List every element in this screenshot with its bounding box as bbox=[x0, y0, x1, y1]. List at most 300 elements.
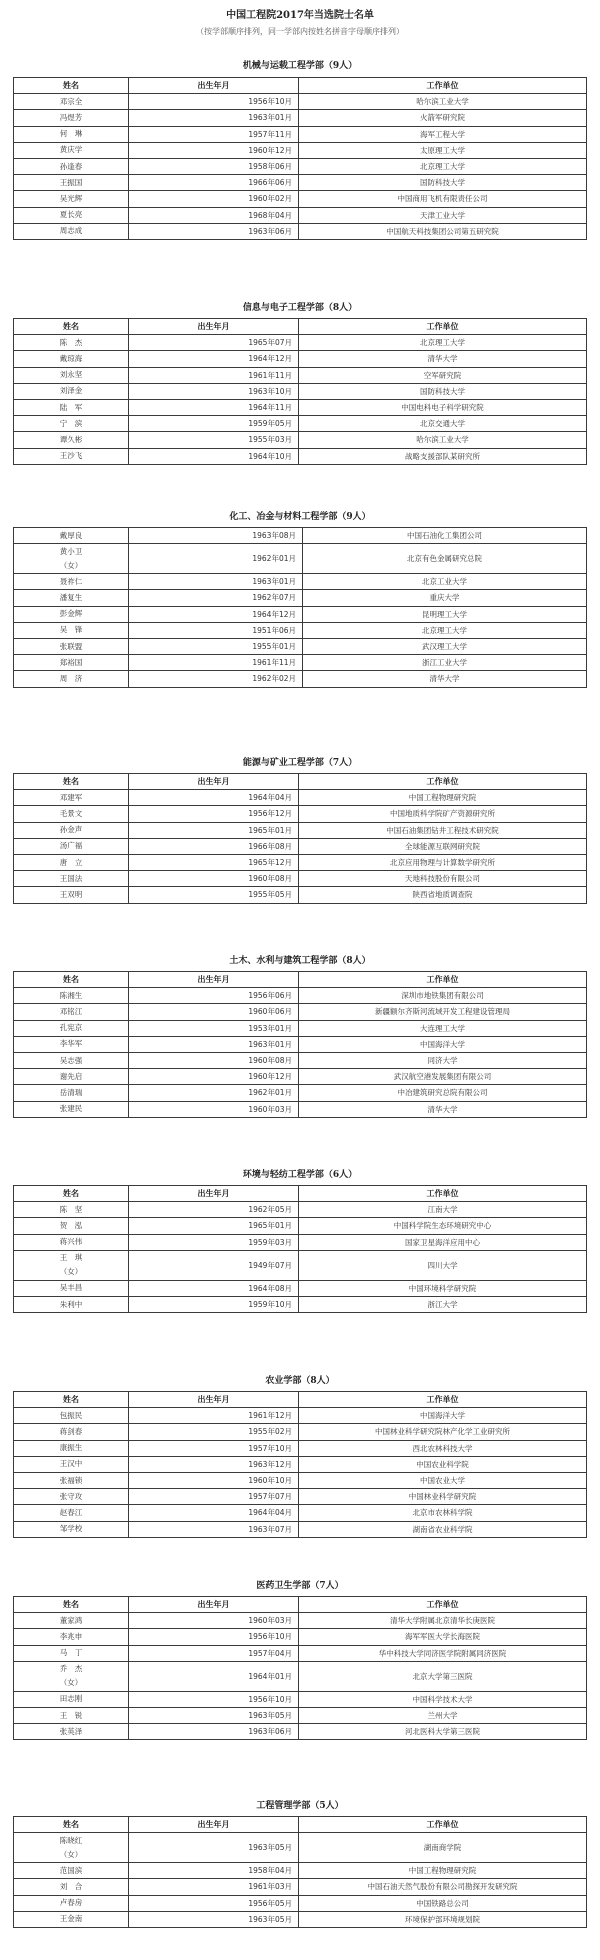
name-text: 谭久彬 bbox=[59, 434, 83, 444]
birth-cell: 1965年07月 bbox=[129, 335, 299, 351]
table-row bbox=[14, 671, 587, 687]
header-unit: 工作单位 bbox=[299, 1597, 587, 1613]
table-row bbox=[14, 351, 587, 367]
table-row bbox=[14, 790, 587, 806]
birth-cell: 1964年04月 bbox=[129, 790, 299, 806]
header-birth: 出生年月 bbox=[129, 1817, 299, 1833]
birth-cell: 1964年01月 bbox=[129, 1661, 299, 1691]
unit-cell: 中国电科电子科学研究院 bbox=[299, 399, 587, 415]
birth-cell: 1956年10月 bbox=[129, 1629, 299, 1645]
page-subtitle: （按学部顺序排列，同一学部内按姓名拼音字母顺序排列） bbox=[196, 27, 404, 36]
name-text: 王金南 bbox=[59, 1914, 83, 1924]
table-row bbox=[14, 1879, 587, 1895]
birth-cell: 1955年01月 bbox=[129, 638, 303, 654]
unit-cell: 海军工程大学 bbox=[299, 126, 587, 142]
name-cell bbox=[14, 590, 129, 606]
table-row bbox=[14, 1724, 587, 1740]
birth-cell: 1961年12月 bbox=[129, 1408, 299, 1424]
table-row bbox=[14, 383, 587, 399]
unit-cell: 中国海洋大学 bbox=[299, 1408, 587, 1424]
birth-cell: 1962年07月 bbox=[129, 590, 303, 606]
table-row bbox=[14, 887, 587, 903]
unit-cell: 江南大学 bbox=[299, 1202, 587, 1218]
name-text: 陆 军 bbox=[59, 402, 83, 412]
name-text: 康振生 bbox=[59, 1443, 83, 1453]
name-text: 邓宗全 bbox=[59, 96, 83, 106]
name-cell bbox=[14, 94, 129, 110]
unit-cell: 北京大学第三医院 bbox=[299, 1661, 587, 1691]
unit-cell: 中国石油天然气股份有限公司勘探开发研究院 bbox=[299, 1879, 587, 1895]
name-cell bbox=[14, 655, 129, 671]
name-text: 范国滨 bbox=[59, 1865, 83, 1875]
header-birth: 出生年月 bbox=[129, 774, 299, 790]
table-row bbox=[14, 207, 587, 223]
unit-cell: 北京理工大学 bbox=[303, 622, 587, 638]
name-cell bbox=[14, 1234, 129, 1250]
birth-cell: 1968年04月 bbox=[129, 207, 299, 223]
header-name: 姓名 bbox=[14, 1392, 129, 1408]
section-table bbox=[13, 77, 587, 240]
unit-cell: 清华大学 bbox=[299, 351, 587, 367]
birth-cell: 1960年03月 bbox=[129, 1613, 299, 1629]
table-row bbox=[14, 1296, 587, 1312]
birth-cell: 1962年02月 bbox=[129, 671, 303, 687]
birth-cell: 1960年02月 bbox=[129, 191, 299, 207]
birth-cell: 1962年05月 bbox=[129, 1202, 299, 1218]
section-table bbox=[13, 1391, 587, 1538]
header-unit: 工作单位 bbox=[299, 972, 587, 988]
birth-cell: 1963年01月 bbox=[129, 574, 303, 590]
table-row bbox=[14, 1440, 587, 1456]
birth-cell: 1964年12月 bbox=[129, 351, 299, 367]
table-row bbox=[14, 1424, 587, 1440]
name-cell bbox=[14, 175, 129, 191]
table-row bbox=[14, 175, 587, 191]
header-name: 姓名 bbox=[14, 774, 129, 790]
unit-cell: 中国铁路总公司 bbox=[299, 1895, 587, 1911]
birth-cell: 1965年12月 bbox=[129, 854, 299, 870]
table-row bbox=[14, 448, 587, 464]
section-title: 机械与运载工程学部（9人） bbox=[242, 61, 358, 71]
birth-cell: 1960年12月 bbox=[129, 142, 299, 158]
name-text: 王双明 bbox=[59, 889, 83, 899]
header-birth: 出生年月 bbox=[129, 1186, 299, 1202]
unit-cell: 武汉航空港发展集团有限公司 bbox=[299, 1069, 587, 1085]
name-text: 田志刚 bbox=[59, 1694, 83, 1704]
table-row bbox=[14, 1895, 587, 1911]
unit-cell: 中国航天科技集团公司第五研究院 bbox=[299, 223, 587, 239]
unit-cell: 中国石油化工集团公司 bbox=[303, 528, 587, 544]
table-row bbox=[14, 126, 587, 142]
unit-cell: 火箭军研究院 bbox=[299, 110, 587, 126]
table-row bbox=[14, 606, 587, 622]
name-text: 李兆申 bbox=[59, 1631, 83, 1641]
table-row bbox=[14, 1629, 587, 1645]
unit-cell: 中国商用飞机有限责任公司 bbox=[299, 191, 587, 207]
table-row bbox=[14, 1408, 587, 1424]
birth-cell: 1964年08月 bbox=[129, 1280, 299, 1296]
name-text: 朱利中 bbox=[59, 1299, 83, 1309]
table-row bbox=[14, 1085, 587, 1101]
name-cell bbox=[14, 1408, 129, 1424]
name-text: 岳清瑞 bbox=[59, 1087, 83, 1097]
name-cell bbox=[14, 1505, 129, 1521]
name-cell bbox=[14, 988, 129, 1004]
page-title: 中国工程院2017年当选院士名单 bbox=[226, 10, 374, 21]
section-table bbox=[13, 773, 587, 904]
unit-cell: 中冶建筑研究总院有限公司 bbox=[299, 1085, 587, 1101]
name-cell bbox=[14, 1489, 129, 1505]
table-row bbox=[14, 223, 587, 239]
name-cell bbox=[14, 1472, 129, 1488]
unit-cell: 中国石油集团钻井工程技术研究院 bbox=[299, 822, 587, 838]
birth-cell: 1958年06月 bbox=[129, 158, 299, 174]
table-row bbox=[14, 432, 587, 448]
name-cell bbox=[14, 638, 129, 654]
birth-cell: 1949年07月 bbox=[129, 1250, 299, 1280]
birth-cell: 1963年10月 bbox=[129, 383, 299, 399]
name-text: 陈 坚 bbox=[59, 1204, 83, 1214]
name-text: 张联盟 bbox=[59, 641, 83, 651]
table-row bbox=[14, 1911, 587, 1927]
unit-cell: 空军研究院 bbox=[299, 367, 587, 383]
birth-cell: 1963年12月 bbox=[129, 1456, 299, 1472]
table-row bbox=[14, 1101, 587, 1117]
name-text: 贺 泓 bbox=[59, 1220, 83, 1230]
birth-cell: 1956年06月 bbox=[129, 988, 299, 1004]
name-cell bbox=[14, 1456, 129, 1472]
name-text: 陈晓红 bbox=[59, 1835, 83, 1845]
name-text: 吴 锋 bbox=[59, 625, 83, 635]
unit-cell: 太原理工大学 bbox=[299, 142, 587, 158]
birth-cell: 1965年01月 bbox=[129, 822, 299, 838]
unit-cell: 浙江工业大学 bbox=[303, 655, 587, 671]
name-text: 陈湘生 bbox=[59, 990, 83, 1000]
name-cell bbox=[14, 1863, 129, 1879]
name-text: （女） bbox=[59, 1849, 83, 1859]
header-unit: 工作单位 bbox=[299, 1392, 587, 1408]
birth-cell: 1960年08月 bbox=[129, 1052, 299, 1068]
birth-cell: 1956年10月 bbox=[129, 1691, 299, 1707]
table-row bbox=[14, 1069, 587, 1085]
name-text: 包振民 bbox=[59, 1410, 83, 1420]
unit-cell: 环境保护部环境规划院 bbox=[299, 1911, 587, 1927]
table-row bbox=[14, 1004, 587, 1020]
section-title: 医药卫生学部（7人） bbox=[256, 1581, 344, 1591]
name-text: 刘 合 bbox=[59, 1881, 83, 1891]
section-title: 环境与轻纺工程学部（6人） bbox=[242, 1170, 358, 1180]
table-header-row bbox=[14, 1817, 587, 1833]
name-cell bbox=[14, 1052, 129, 1068]
name-cell bbox=[14, 1645, 129, 1661]
name-cell bbox=[14, 622, 129, 638]
birth-cell: 1963年05月 bbox=[129, 1707, 299, 1723]
name-text: 王 琪 bbox=[59, 1253, 83, 1263]
birth-cell: 1957年10月 bbox=[129, 1440, 299, 1456]
birth-cell: 1955年05月 bbox=[129, 887, 299, 903]
section-title: 工程管理学部（5人） bbox=[256, 1801, 344, 1811]
birth-cell: 1960年10月 bbox=[129, 1472, 299, 1488]
name-cell bbox=[14, 1069, 129, 1085]
name-text: 何 琳 bbox=[59, 129, 83, 139]
table-header-row bbox=[14, 1392, 587, 1408]
name-cell bbox=[14, 838, 129, 854]
unit-cell: 全球能源互联网研究院 bbox=[299, 838, 587, 854]
table-row bbox=[14, 158, 587, 174]
unit-cell: 中国地质科学院矿产资源研究所 bbox=[299, 806, 587, 822]
name-text: 蒋兴伟 bbox=[59, 1237, 83, 1247]
name-cell bbox=[14, 207, 129, 223]
name-text: 王国法 bbox=[59, 873, 83, 883]
table-row bbox=[14, 1020, 587, 1036]
name-cell bbox=[14, 1707, 129, 1723]
table-row bbox=[14, 871, 587, 887]
section-table bbox=[13, 971, 587, 1118]
section-table bbox=[13, 1596, 587, 1740]
table-row bbox=[14, 1250, 587, 1280]
header-name: 姓名 bbox=[14, 319, 129, 335]
table-row bbox=[14, 838, 587, 854]
unit-cell: 海军军医大学长海医院 bbox=[299, 1629, 587, 1645]
header-birth: 出生年月 bbox=[129, 972, 299, 988]
birth-cell: 1963年05月 bbox=[129, 1833, 299, 1863]
birth-cell: 1963年05月 bbox=[129, 1911, 299, 1927]
name-cell bbox=[14, 448, 129, 464]
name-cell bbox=[14, 1202, 129, 1218]
unit-cell: 北京应用物理与计算数学研究所 bbox=[299, 854, 587, 870]
name-text: 乔 杰 bbox=[59, 1664, 83, 1674]
name-cell bbox=[14, 822, 129, 838]
name-cell bbox=[14, 871, 129, 887]
name-text: 孙逢春 bbox=[59, 161, 83, 171]
birth-cell: 1966年06月 bbox=[129, 175, 299, 191]
header-name: 姓名 bbox=[14, 1597, 129, 1613]
name-text: 夏长亮 bbox=[59, 210, 83, 220]
name-text: 戴琼海 bbox=[59, 353, 83, 363]
name-cell bbox=[14, 1691, 129, 1707]
unit-cell: 北京工业大学 bbox=[303, 574, 587, 590]
header-name: 姓名 bbox=[14, 78, 129, 94]
section-table bbox=[13, 1185, 587, 1313]
name-text: 孔宪京 bbox=[59, 1023, 83, 1033]
name-text: 张建民 bbox=[59, 1104, 83, 1114]
birth-cell: 1962年01月 bbox=[129, 1085, 299, 1101]
name-cell bbox=[14, 1218, 129, 1234]
name-text: 蒋剑春 bbox=[59, 1426, 83, 1436]
unit-cell: 中国科学技术大学 bbox=[299, 1691, 587, 1707]
birth-cell: 1965年01月 bbox=[129, 1218, 299, 1234]
name-text: 李华军 bbox=[59, 1039, 83, 1049]
name-cell bbox=[14, 1879, 129, 1895]
unit-cell: 中国农业科学院 bbox=[299, 1456, 587, 1472]
section-title: 土木、水利与建筑工程学部（8人） bbox=[229, 956, 371, 966]
name-text: 刘泽金 bbox=[59, 386, 83, 396]
name-cell bbox=[14, 142, 129, 158]
name-text: 董家鸿 bbox=[59, 1615, 83, 1625]
table-row bbox=[14, 638, 587, 654]
unit-cell: 深圳市地铁集团有限公司 bbox=[299, 988, 587, 1004]
birth-cell: 1966年08月 bbox=[129, 838, 299, 854]
unit-cell: 北京有色金属研究总院 bbox=[303, 544, 587, 574]
name-cell bbox=[14, 1833, 129, 1863]
table-header-row bbox=[14, 78, 587, 94]
name-text: 彭金辉 bbox=[59, 609, 83, 619]
birth-cell: 1957年04月 bbox=[129, 1645, 299, 1661]
birth-cell: 1964年10月 bbox=[129, 448, 299, 464]
name-text: 王沙飞 bbox=[59, 451, 83, 461]
birth-cell: 1961年03月 bbox=[129, 1879, 299, 1895]
table-header-row bbox=[14, 972, 587, 988]
name-text: 王汉中 bbox=[59, 1459, 83, 1469]
name-text: 赵春江 bbox=[59, 1507, 83, 1517]
name-cell bbox=[14, 416, 129, 432]
table-row bbox=[14, 1863, 587, 1879]
name-cell bbox=[14, 544, 129, 574]
birth-cell: 1963年07月 bbox=[129, 1521, 299, 1537]
table-row bbox=[14, 590, 587, 606]
birth-cell: 1963年01月 bbox=[129, 110, 299, 126]
name-cell bbox=[14, 126, 129, 142]
section-title: 信息与电子工程学部（8人） bbox=[242, 303, 358, 313]
name-cell bbox=[14, 1036, 129, 1052]
name-cell bbox=[14, 528, 129, 544]
section-table bbox=[13, 527, 587, 688]
name-text: 刘永坚 bbox=[59, 370, 83, 380]
header-unit: 工作单位 bbox=[299, 319, 587, 335]
unit-cell: 华中科技大学同济医学院附属同济医院 bbox=[299, 1645, 587, 1661]
header-unit: 工作单位 bbox=[299, 774, 587, 790]
name-text: 马 丁 bbox=[59, 1648, 83, 1658]
birth-cell: 1957年07月 bbox=[129, 1489, 299, 1505]
name-text: 周 济 bbox=[59, 673, 83, 683]
name-text: 王 锐 bbox=[59, 1710, 83, 1720]
table-row bbox=[14, 574, 587, 590]
unit-cell: 天津工业大学 bbox=[299, 207, 587, 223]
table-row bbox=[14, 1489, 587, 1505]
birth-cell: 1959年10月 bbox=[129, 1296, 299, 1312]
name-cell bbox=[14, 335, 129, 351]
header-name: 姓名 bbox=[14, 1817, 129, 1833]
name-cell bbox=[14, 1296, 129, 1312]
table-row bbox=[14, 1036, 587, 1052]
section-title: 农业学部（8人） bbox=[265, 1376, 335, 1386]
unit-cell: 北京交通大学 bbox=[299, 416, 587, 432]
birth-cell: 1960年06月 bbox=[129, 1004, 299, 1020]
name-text: （女） bbox=[59, 1678, 83, 1688]
unit-cell: 清华大学 bbox=[303, 671, 587, 687]
unit-cell: 清华大学 bbox=[299, 1101, 587, 1117]
header-birth: 出生年月 bbox=[129, 1597, 299, 1613]
header-unit: 工作单位 bbox=[299, 78, 587, 94]
birth-cell: 1956年10月 bbox=[129, 94, 299, 110]
table-row bbox=[14, 806, 587, 822]
table-row bbox=[14, 622, 587, 638]
name-cell bbox=[14, 223, 129, 239]
name-text: 潘复生 bbox=[59, 592, 83, 602]
table-row bbox=[14, 1472, 587, 1488]
table-row bbox=[14, 528, 587, 544]
birth-cell: 1955年03月 bbox=[129, 432, 299, 448]
name-text: （女） bbox=[59, 1267, 83, 1277]
unit-cell: 中国海洋大学 bbox=[299, 1036, 587, 1052]
name-text: 宁 滨 bbox=[59, 418, 83, 428]
name-cell bbox=[14, 1521, 129, 1537]
unit-cell: 战略支援部队某研究所 bbox=[299, 448, 587, 464]
name-text: 邓铭江 bbox=[59, 1006, 83, 1016]
unit-cell: 湖南省农业科学院 bbox=[299, 1521, 587, 1537]
table-row bbox=[14, 335, 587, 351]
header-unit: 工作单位 bbox=[299, 1186, 587, 1202]
unit-cell: 中国科学院生态环境研究中心 bbox=[299, 1218, 587, 1234]
header-birth: 出生年月 bbox=[129, 319, 299, 335]
name-text: 黄庆学 bbox=[59, 145, 83, 155]
table-row bbox=[14, 854, 587, 870]
name-cell bbox=[14, 367, 129, 383]
section-table bbox=[13, 1816, 587, 1928]
name-cell bbox=[14, 806, 129, 822]
table-row bbox=[14, 544, 587, 574]
name-text: 谢先启 bbox=[59, 1071, 83, 1081]
name-text: 聂祚仁 bbox=[59, 576, 83, 586]
header-name: 姓名 bbox=[14, 972, 129, 988]
unit-cell: 国防科技大学 bbox=[299, 383, 587, 399]
table-row bbox=[14, 1234, 587, 1250]
section-table bbox=[13, 318, 587, 465]
name-cell bbox=[14, 887, 129, 903]
header-unit: 工作单位 bbox=[299, 1817, 587, 1833]
name-text: 张福锁 bbox=[59, 1475, 83, 1485]
name-cell bbox=[14, 790, 129, 806]
name-cell bbox=[14, 854, 129, 870]
header-birth: 出生年月 bbox=[129, 78, 299, 94]
name-text: 吴志强 bbox=[59, 1055, 83, 1065]
name-cell bbox=[14, 574, 129, 590]
name-text: 周志成 bbox=[59, 226, 83, 236]
name-cell bbox=[14, 1629, 129, 1645]
unit-cell: 西北农林科技大学 bbox=[299, 1440, 587, 1456]
name-cell bbox=[14, 1895, 129, 1911]
name-cell bbox=[14, 1440, 129, 1456]
name-text: 陈 杰 bbox=[59, 337, 83, 347]
table-row bbox=[14, 1521, 587, 1537]
table-row bbox=[14, 399, 587, 415]
name-text: 毛景文 bbox=[59, 808, 83, 818]
unit-cell: 清华大学附属北京清华长庚医院 bbox=[299, 1613, 587, 1629]
name-cell bbox=[14, 1613, 129, 1629]
unit-cell: 北京市农林科学院 bbox=[299, 1505, 587, 1521]
birth-cell: 1953年01月 bbox=[129, 1020, 299, 1036]
name-cell bbox=[14, 1280, 129, 1296]
birth-cell: 1960年12月 bbox=[129, 1069, 299, 1085]
table-row bbox=[14, 1613, 587, 1629]
name-text: 吴光辉 bbox=[59, 193, 83, 203]
name-text: 冯煜芳 bbox=[59, 112, 83, 122]
birth-cell: 1959年03月 bbox=[129, 1234, 299, 1250]
birth-cell: 1956年12月 bbox=[129, 806, 299, 822]
table-row bbox=[14, 367, 587, 383]
table-row bbox=[14, 1691, 587, 1707]
name-cell bbox=[14, 1424, 129, 1440]
name-cell bbox=[14, 1724, 129, 1740]
name-text: 邹学校 bbox=[59, 1524, 83, 1534]
table-row bbox=[14, 1280, 587, 1296]
table-row bbox=[14, 191, 587, 207]
unit-cell: 昆明理工大学 bbox=[303, 606, 587, 622]
table-row bbox=[14, 1707, 587, 1723]
name-cell bbox=[14, 1661, 129, 1691]
unit-cell: 浙江大学 bbox=[299, 1296, 587, 1312]
name-cell bbox=[14, 399, 129, 415]
